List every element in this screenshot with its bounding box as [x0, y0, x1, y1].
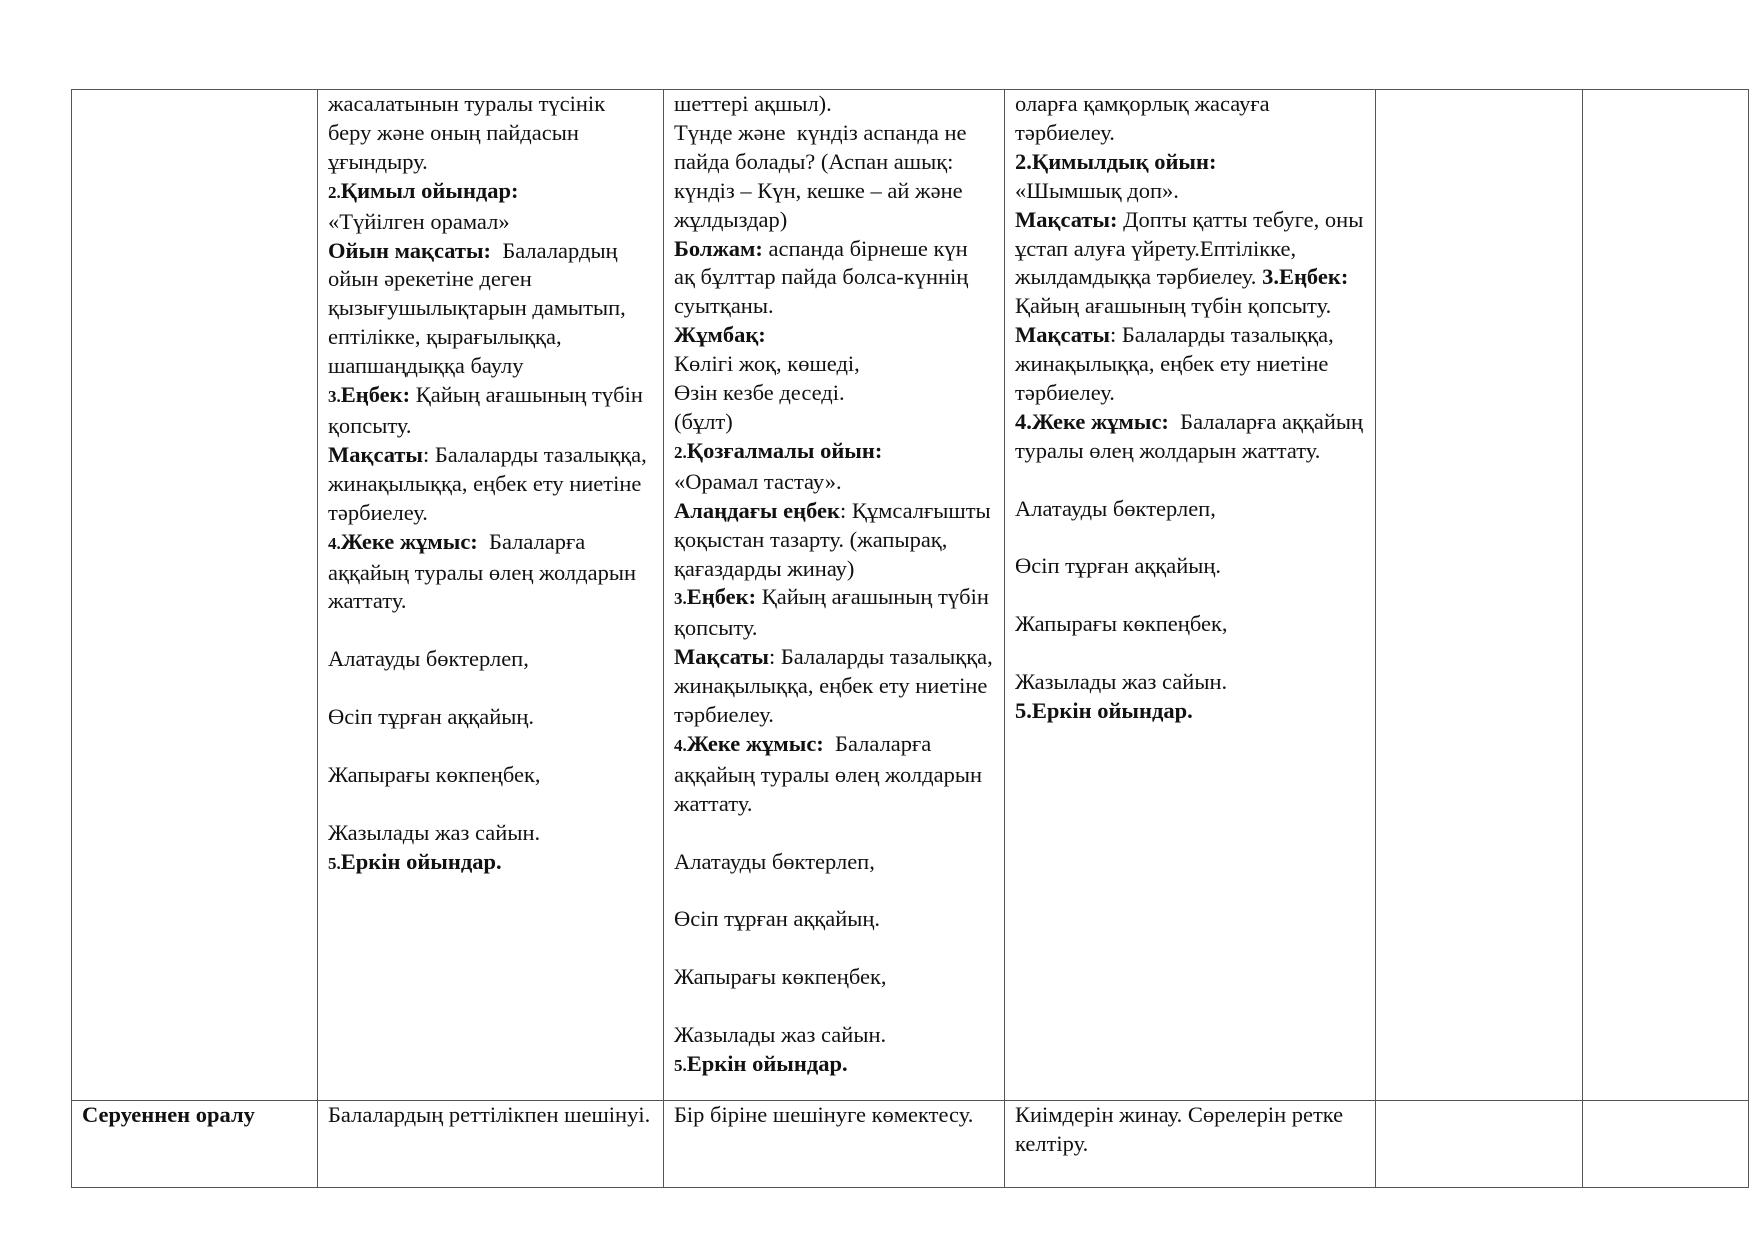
- game-item-2: 2.Қимылдық ойын:: [1015, 148, 1217, 174]
- individual-work-item-4: [328, 528, 653, 617]
- aim-text: : Балаларды тазалыққа, жинақылыққа, еңбек ету ниетіне тәрбиелеу.: [328, 441, 653, 525]
- item-number: 5.: [328, 853, 341, 873]
- item-number: 2.: [674, 442, 687, 462]
- riddle-line: Көлігі жоқ, көшеді,: [674, 351, 860, 377]
- item-label: Қимыл ойындар:: [340, 177, 519, 203]
- poem-line: Өсіп тұрған аққайың.: [328, 704, 535, 729]
- free-games-item-5: [328, 848, 653, 879]
- poem-line: Жапырағы көкпеңбек,: [1015, 611, 1228, 637]
- section-label-cell: [72, 90, 318, 1101]
- table-row-walk-activities: [72, 90, 1749, 1101]
- item-number: 3.: [328, 387, 341, 407]
- item-text: Қайың ағашының түбін қопсыту.: [674, 584, 995, 641]
- labor-item-3: [328, 381, 653, 441]
- poem-line: Жазылады жаз сайын.: [674, 1021, 887, 1047]
- poem-line: Өсіп тұрған аққайың.: [1015, 553, 1222, 579]
- aim-label: Мақсаты: [1015, 322, 1110, 348]
- labor-aim: [674, 643, 999, 730]
- labor-item-3: [674, 583, 994, 643]
- observation-question: Түнде және күндіз аспанда не пайда болады? (Аспан ашық: күндіз – Күн, кешке – ай және жұлдыздар): [674, 119, 973, 232]
- aim-label: Мақсаты: [328, 441, 423, 467]
- item-text: Балаларға аққайың туралы өлең жолдарын жаттату.: [674, 730, 988, 816]
- game-goal: [328, 237, 653, 382]
- item-number: 2.: [328, 182, 341, 202]
- game-item-2: [674, 437, 994, 468]
- riddle-label: Жұмбақ:: [674, 322, 766, 348]
- item-number: 3.: [674, 589, 687, 609]
- game-title: «Шымшық доп».: [1015, 177, 1179, 203]
- day-cell-col5: [1376, 90, 1583, 1101]
- aim-text: : Балаларды тазалыққа, жинақылыққа, еңбек ету ниетіне тәрбиелеу.: [674, 644, 999, 728]
- day-cell-col4: [1005, 1101, 1376, 1188]
- day-cell-col3: [664, 90, 1005, 1101]
- day-cell-col6: [1583, 1101, 1749, 1188]
- item-label: Еркін ойындар.: [340, 848, 502, 874]
- game-title: «Орамал тастау».: [674, 468, 842, 494]
- item-label: Еңбек:: [686, 584, 757, 610]
- day-cell-col2: [318, 90, 664, 1101]
- cell-text: Бір біріне шешінуге көмектесу.: [674, 1102, 974, 1127]
- poem-line: Алатауды бөктерлеп,: [1015, 495, 1216, 521]
- goal-label: Ойын мақсаты:: [328, 237, 492, 263]
- aim-label: Мақсаты:: [1015, 206, 1118, 232]
- day-cell-col4: [1005, 90, 1376, 1101]
- poem-line: Жапырағы көкпеңбек,: [674, 964, 887, 990]
- poem-line: Жапырағы көкпеңбек,: [328, 761, 541, 787]
- walk-intro-text: жасалатынын туралы түсінік беру және оның пайдасын ұғындыру.: [328, 91, 611, 174]
- forecast: [674, 235, 994, 322]
- weekly-plan-table: [71, 89, 1749, 1188]
- section-label-cell: [72, 1101, 318, 1188]
- item-number: 4.: [674, 735, 687, 755]
- cell-text: Киімдерін жинау. Сөрелерін ретке келтіру.: [1015, 1102, 1349, 1156]
- game-title: «Түйілген орамал»: [328, 208, 510, 234]
- poem-line: Алатауды бөктерлеп,: [328, 646, 529, 672]
- walk-intro-text: шеттері ақшыл).: [674, 91, 832, 116]
- individual-work-item-4: [674, 730, 994, 819]
- riddle-line: Өзін кезбе деседі.: [674, 380, 845, 406]
- poem-line: Жазылады жаз сайын.: [1015, 669, 1228, 695]
- item-label: Қозғалмалы ойын:: [686, 437, 883, 463]
- item-number: 5.: [674, 1055, 687, 1075]
- cell-text: Балалардың реттілікпен шешінуі.: [328, 1102, 651, 1127]
- individual-work-item-4: [1015, 408, 1369, 466]
- poem-line: Алатауды бөктерлеп,: [674, 848, 875, 874]
- aim-text: Допты қатты тебуге, оны ұстап алуға үйрету.Ептілікке, жылдамдыққа тәрбиелеу.: [1015, 206, 1369, 290]
- item-label: Жеке жұмыс:: [340, 528, 478, 554]
- yard-label: Алаңдағы еңбек: [674, 497, 840, 523]
- item-text: Қайың ағашының түбін қопсыту.: [328, 382, 649, 438]
- yard-text: : Құмсалғышты қоқыстан тазарту. (жапырақ, қағаздарды жинау): [674, 497, 997, 581]
- item-number: 4.: [328, 533, 341, 553]
- free-games-item-5: 5.Еркін ойындар.: [1015, 697, 1193, 723]
- day-cell-col3: [664, 1101, 1005, 1188]
- labor-label: 3.Еңбек:: [1262, 264, 1349, 290]
- free-games-item-5: [674, 1050, 994, 1081]
- item-text: Балаларға аққайың туралы өлең жолдарын жаттату.: [328, 528, 642, 614]
- day-cell-col5: [1376, 1101, 1583, 1188]
- item-label: 4.Жеке жұмыс:: [1015, 408, 1169, 434]
- item-label: Жеке жұмыс:: [686, 730, 824, 756]
- labor-aim: [328, 441, 653, 528]
- labor-text: Қайың ағашының түбін қопсыту.: [1015, 293, 1332, 319]
- poem-line: Өсіп тұрған аққайың.: [674, 906, 881, 932]
- forecast-text: аспанда бірнеше күн ақ бұлттар пайда болса-күннің суытқаны.: [674, 235, 974, 319]
- aim-label: Мақсаты: [674, 644, 769, 670]
- riddle-answer: (бұлт): [674, 408, 733, 434]
- aim-text: : Балаларды тазалыққа, жинақылыққа, еңбек ету ниетіне тәрбиелеу.: [1015, 322, 1340, 406]
- goal-text: Балалардың ойын әрекетіне деген қызығушылықтарын дамытып, ептілікке, қырағылыққа, шапшаңдыққа баулу: [328, 237, 632, 379]
- day-cell-col2: [318, 1101, 664, 1188]
- walk-intro-text: оларға қамқорлық жасауға тәрбиелеу.: [1015, 91, 1276, 145]
- game-item-2: [328, 177, 653, 208]
- day-cell-col6: [1583, 90, 1749, 1101]
- labor-aim: [1015, 321, 1365, 408]
- item-text: Балаларға аққайың туралы өлең жолдарын жаттату.: [1015, 408, 1369, 463]
- item-label: Еркін ойындар.: [686, 1050, 848, 1076]
- section-label: Серуеннен оралу: [82, 1102, 255, 1127]
- poem-line: Жазылады жаз сайын.: [328, 819, 541, 845]
- forecast-label: Болжам:: [674, 235, 763, 261]
- item-label: Еңбек:: [340, 382, 411, 408]
- table-row-return-from-walk: [72, 1101, 1749, 1188]
- game-aim-and-labor: [1015, 206, 1369, 322]
- yard-labor: [674, 497, 997, 584]
